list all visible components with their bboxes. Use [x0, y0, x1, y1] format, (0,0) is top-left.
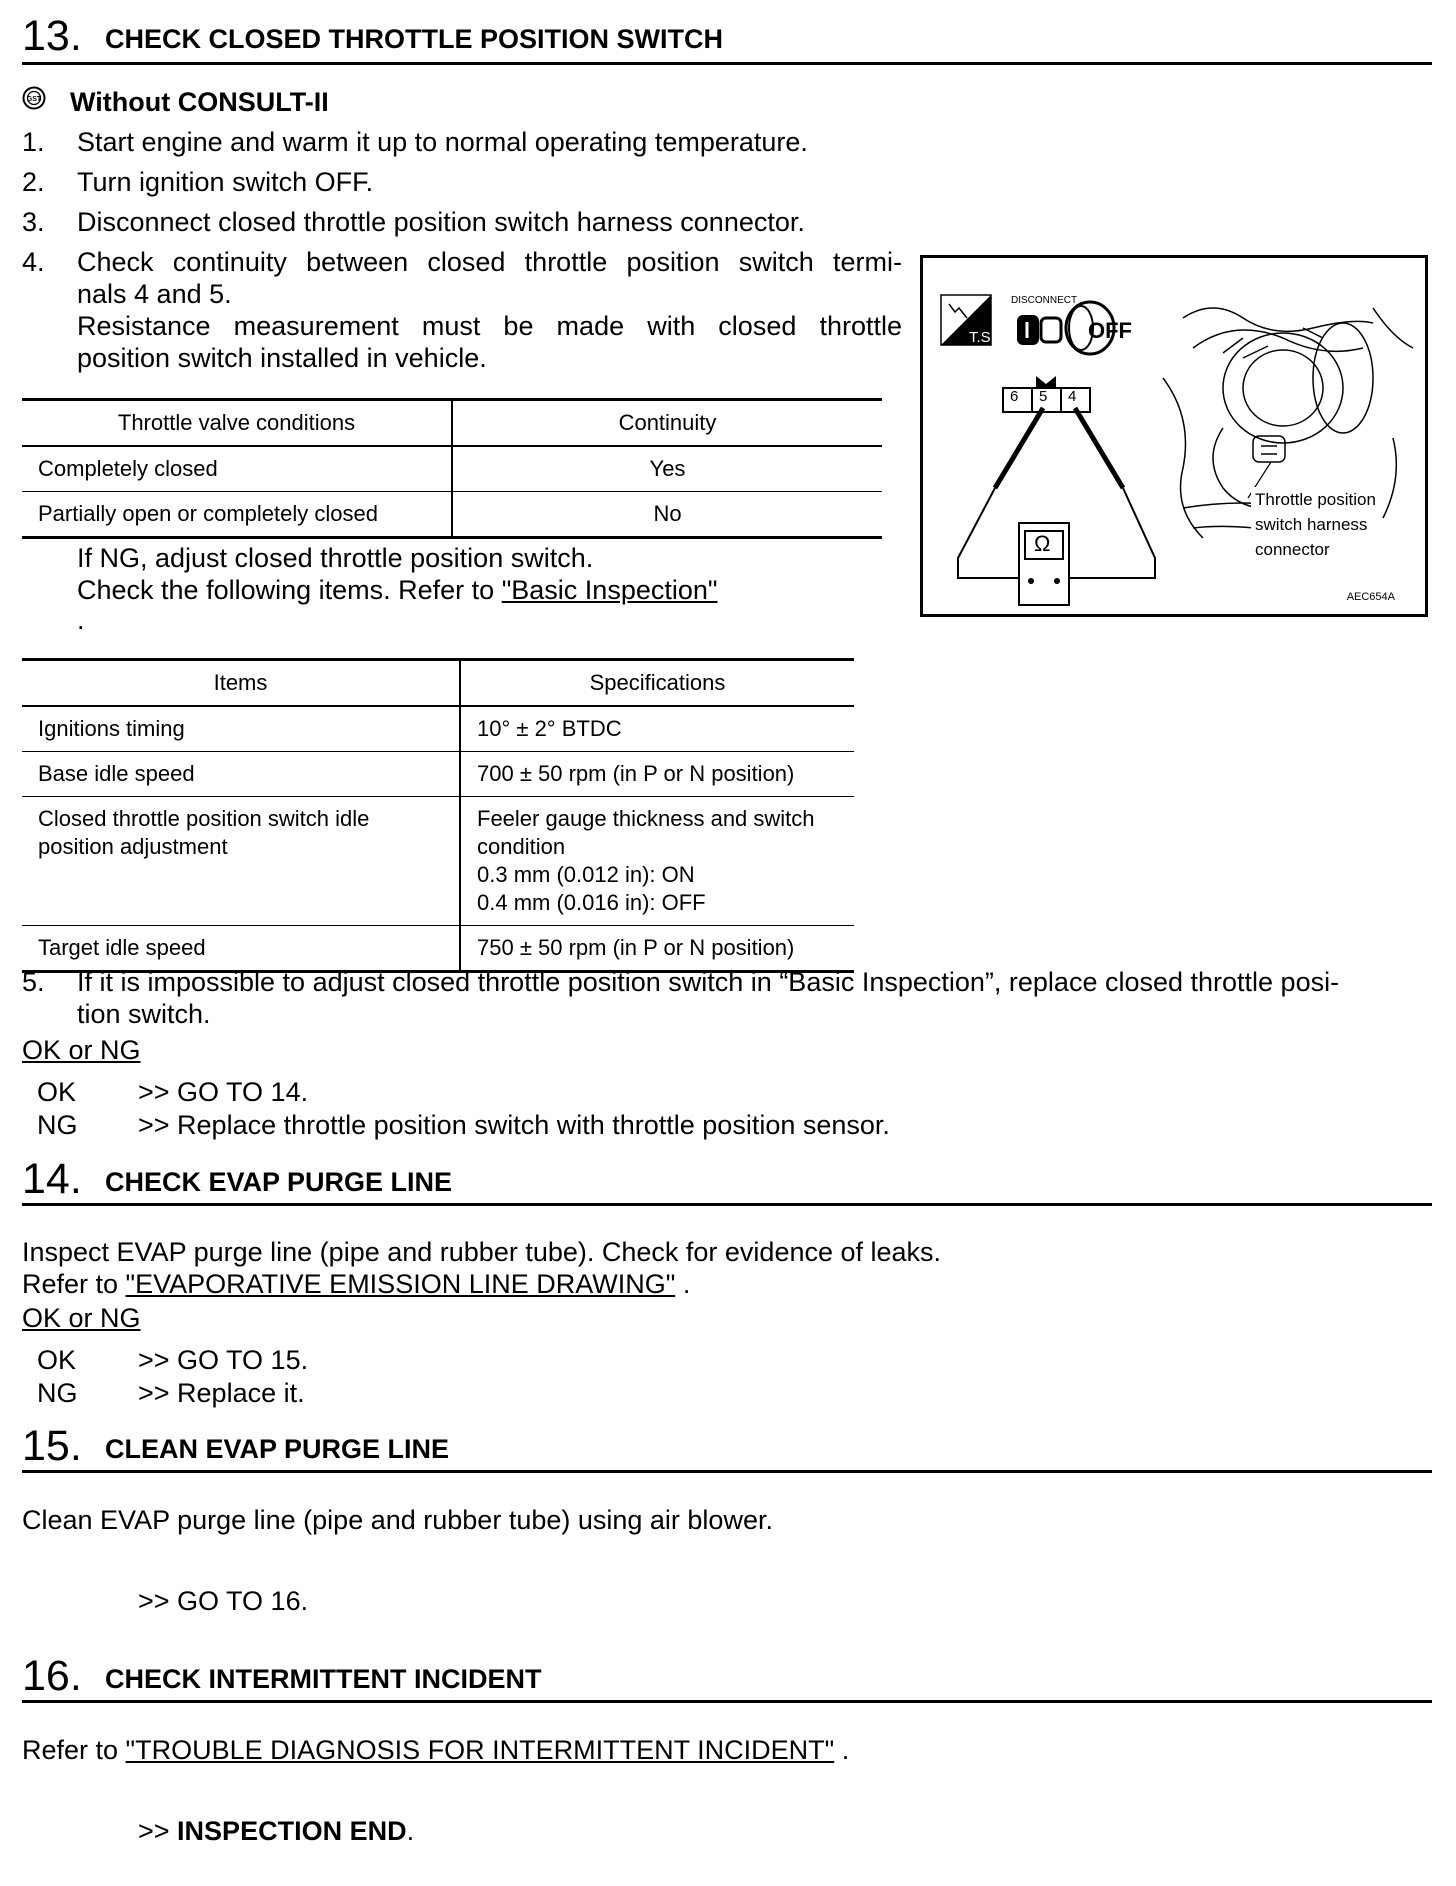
table-cell: 700 ± 50 rpm (in P or N position): [477, 761, 795, 786]
table-cell: Yes: [649, 456, 686, 481]
ok-branch: OK: [37, 1077, 77, 1107]
svg-text:OFF: OFF: [1088, 318, 1132, 343]
ok-action: >> GO TO 14.: [138, 1077, 309, 1107]
section-number: 13.: [22, 12, 82, 60]
table-header: Continuity: [618, 410, 717, 435]
table-cell: Partially open or completely closed: [22, 492, 452, 538]
basic-inspection-link[interactable]: "Basic Inspection": [501, 575, 718, 605]
pin-5-label: 5: [1039, 388, 1048, 405]
ng-action: >> Replace throttle position switch with throttle position sensor.: [138, 1110, 890, 1140]
table-header: Throttle valve conditions: [22, 400, 452, 447]
inspection-end: >> INSPECTION END.: [138, 1816, 415, 1846]
svg-text:DISCONNECT: DISCONNECT: [1011, 295, 1078, 306]
ok-or-ng-label: OK or NG: [22, 1035, 141, 1065]
mode-label: Without CONSULT-II: [70, 87, 329, 117]
table-cell: 750 ± 50 rpm (in P or N position): [477, 935, 795, 960]
ok-branch: OK: [37, 1345, 77, 1375]
section-title: CHECK INTERMITTENT INCIDENT: [105, 1664, 542, 1694]
ok-action: >> GO TO 15.: [138, 1345, 309, 1375]
ok-or-ng-label: OK or NG: [22, 1303, 141, 1333]
section-15-header: [22, 1422, 1432, 1473]
section-13-header: [22, 12, 1432, 65]
ng-note: If NG, adjust closed throttle position switch. Check the following items. Refer to "Basic Inspection" .: [77, 543, 718, 635]
figure-code: AEC654A: [1346, 591, 1395, 603]
ohm-symbol: Ω: [1034, 531, 1051, 556]
section-title: CHECK CLOSED THROTTLE POSITION SWITCH: [105, 24, 723, 54]
table-cell: Completely closed: [22, 446, 452, 492]
table-header: Items: [22, 660, 460, 707]
section-14-body: Inspect EVAP purge line (pipe and rubber tube). Check for evidence of leaks. Refer to "EVAPORATIVE EMISSION LINE DRAWING" .: [22, 1237, 942, 1299]
section-14-header: [22, 1155, 1432, 1206]
evap-line-drawing-link[interactable]: "EVAPORATIVE EMISSION LINE DRAWING": [125, 1269, 676, 1299]
throttle-switch-figure: [920, 255, 1428, 617]
section-15-body: Clean EVAP purge line (pipe and rubber tube) using air blower.: [22, 1505, 773, 1535]
section-number: 14.: [22, 1155, 82, 1203]
section-15-action: >> GO TO 16.: [138, 1586, 309, 1616]
table-cell: Ignitions timing: [22, 706, 460, 752]
ng-branch: NG: [37, 1110, 78, 1140]
pin-4-label: 4: [1068, 388, 1077, 405]
section-title: CHECK EVAP PURGE LINE: [105, 1167, 453, 1197]
section-16-body: Refer to "TROUBLE DIAGNOSIS FOR INTERMITTENT INCIDENT" .: [22, 1735, 850, 1765]
figure-label: Throttle position switch harness connector: [1251, 487, 1380, 562]
ng-branch: NG: [37, 1378, 78, 1408]
section-number: 16.: [22, 1652, 82, 1700]
table-cell: Feeler gauge thickness and switch condition 0.3 mm (0.012 in): ON 0.4 mm (0.016 in): OFF: [477, 806, 815, 915]
pin-6-label: 6: [1010, 388, 1019, 405]
table-cell: Target idle speed: [22, 926, 460, 972]
continuity-table: [22, 398, 882, 539]
table-cell: No: [653, 501, 682, 526]
table-cell: Base idle speed: [22, 752, 460, 797]
table-cell: Closed throttle position switch idle position adjustment: [22, 797, 460, 926]
section-number: 15.: [22, 1422, 82, 1470]
gst-icon: [22, 86, 46, 110]
table-header: Specifications: [589, 670, 726, 695]
table-cell: 10° ± 2° BTDC: [477, 716, 622, 741]
intermittent-incident-link[interactable]: "TROUBLE DIAGNOSIS FOR INTERMITTENT INCIDENT": [125, 1735, 835, 1765]
ng-action: >> Replace it.: [138, 1378, 305, 1408]
ignition-off-icon: [1066, 302, 1132, 354]
svg-text:T.S.: T.S.: [969, 329, 995, 346]
specifications-table: [22, 658, 854, 973]
section-16-header: [22, 1652, 1432, 1703]
ts-icon: [941, 295, 995, 346]
section-title: CLEAN EVAP PURGE LINE: [105, 1434, 450, 1464]
svg-text:GST: GST: [26, 96, 42, 103]
